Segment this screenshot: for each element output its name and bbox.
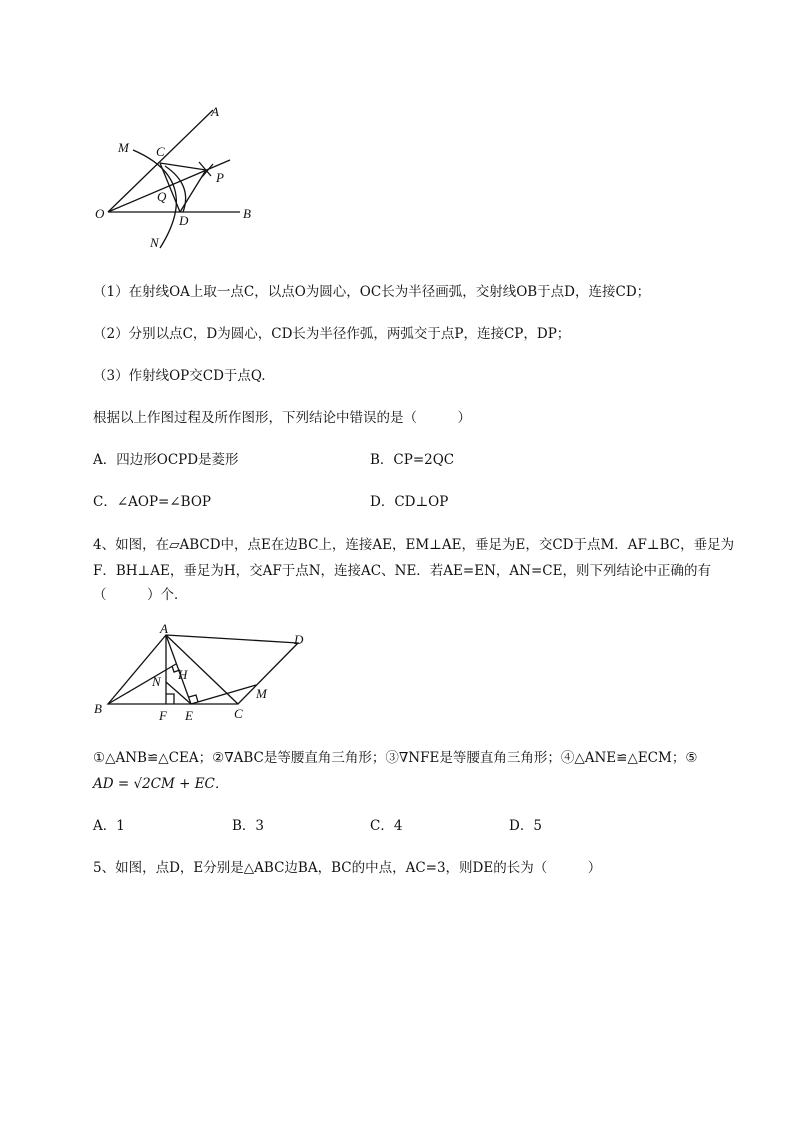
label-n: N (152, 674, 161, 689)
label-d: D (294, 632, 304, 647)
label-o: O (95, 206, 105, 221)
q4-option-c: C．4 (370, 818, 403, 834)
parallelogram-abcd (108, 635, 298, 704)
right-angle-f (166, 694, 174, 704)
q4-option-d: D．5 (509, 818, 542, 834)
q4-conclusions-2: AD = √2CM + EC． (93, 776, 229, 792)
q3-option-d: D．CD⊥OP (370, 494, 449, 510)
construction-figure (85, 100, 275, 260)
label-p: P (216, 170, 224, 185)
label-c: C (234, 706, 243, 721)
label-m: M (256, 686, 267, 701)
q3-option-c: C．∠AOP=∠BOP (93, 494, 211, 510)
q4-line3: （ ）个． (93, 587, 188, 603)
q5-question: 5、如图，点D，E分别是△ABC边BA，BC的中点，AC=3，则DE的长为（ ） (93, 860, 602, 876)
q3-question: 根据以上作图过程及所作图形，下列结论中错误的是（ ） (93, 410, 471, 426)
label-f: F (159, 708, 167, 723)
label-m: M (118, 140, 129, 155)
q4-option-a: A．1 (93, 818, 125, 834)
q4-option-b: B．3 (232, 818, 265, 834)
parallelogram-figure (88, 622, 318, 727)
q3-step1: （1）在射线OA上取一点C，以点O为圆心，OC长为半径画弧，交射线OB于点D，连接CD； (93, 284, 651, 300)
q3-option-a: A．四边形OCPD是菱形 (93, 452, 239, 468)
q3-option-b: B．CP=2QC (370, 452, 455, 468)
q4-conclusions-1: ①△ANB≌△CEA；②∇ABC是等腰直角三角形；③∇NFE是等腰直角三角形；④△ANE≌△ECM；⑤ (93, 750, 698, 766)
q4-line2: F．BH⊥AE，垂足为H，交AF于点N，连接AC、NE．若AE=EN，AN=CE，则下列结论中正确的有 (93, 563, 711, 579)
segment-em (191, 685, 256, 704)
label-c: C (156, 144, 165, 159)
label-h: H (178, 667, 188, 682)
label-b: B (94, 701, 102, 716)
q3-step3: （3）作射线OP交CD于点Q. (93, 368, 266, 384)
q4-line1: 4、如图，在▱ABCD中，点E在边BC上，连接AE，EM⊥AE，垂足为E，交CD于点M．AF⊥BC，垂足为 (93, 537, 735, 553)
label-b: B (243, 206, 251, 221)
label-e: E (185, 708, 193, 723)
arc-cd (165, 166, 186, 212)
label-a: A (211, 104, 219, 119)
label-d: D (179, 213, 189, 228)
segment-cp (160, 163, 206, 170)
label-q: Q (157, 189, 167, 204)
label-n: N (150, 235, 159, 250)
q3-step2: （2）分别以点C，D为圆心，CD长为半径作弧，两弧交于点P，连接CP，DP； (93, 326, 571, 342)
label-a: A (160, 622, 168, 636)
